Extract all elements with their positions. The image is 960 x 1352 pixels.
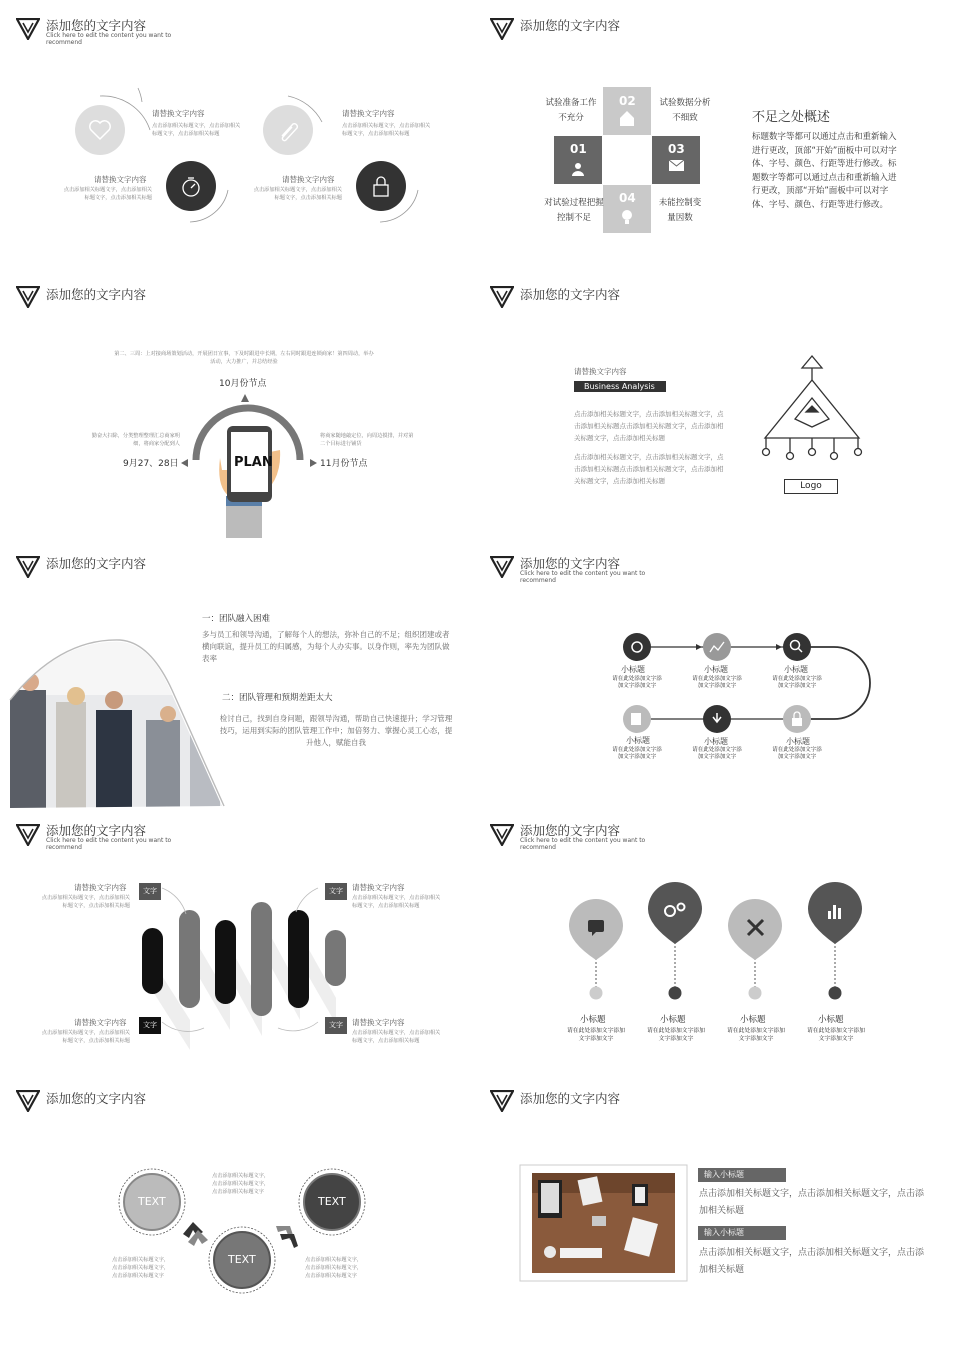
chat-icon bbox=[588, 920, 604, 932]
pin-desc: 请在此处添加文字添加文字添加文字 bbox=[567, 1028, 625, 1042]
sleeve bbox=[226, 504, 262, 538]
item-body: 点击添加相关标题文字，点击添加相关标题文字，点击添加相关标题 bbox=[41, 895, 130, 909]
gear-head-icon bbox=[623, 633, 651, 661]
summary-body: 标题数字等都可以通过点击和重新输入进行更改，顶部“开始”面板中可以对字体、字号、颜色、行距等进行修改。标题数字等都可以通过点击和重新输入进行更改，顶部“开始”面板中可以对字体、字号、颜色、行距等进行修改。 bbox=[752, 132, 897, 210]
slide-title: 添加您的文字内容 bbox=[46, 287, 147, 302]
chart-icon bbox=[703, 633, 731, 661]
slide-1 bbox=[0, 0, 480, 268]
note: 点击添加相关标题文字，点击添加相关标题文字，点击添加相关标题文字 bbox=[212, 1173, 270, 1195]
circle-text: TEXT bbox=[228, 1253, 256, 1266]
bar bbox=[215, 920, 236, 1004]
node-desc: 请在此处添加文字添加文字添加文字 bbox=[692, 676, 742, 689]
slide-title: 添加您的文字内容 bbox=[46, 1091, 147, 1106]
node-desc: 请在此处添加文字添加文字添加文字 bbox=[772, 676, 822, 689]
note: 点击添加相关标题文字，点击添加相关标题文字，点击添加相关标题文字 bbox=[112, 1257, 170, 1279]
logo-label: Logo bbox=[784, 479, 838, 494]
slide-title: 添加您的文字内容 bbox=[520, 556, 621, 571]
node-label: 小标题 bbox=[704, 737, 728, 746]
item-body: 点击添加相关标题文字，点击添加相关标题文字，点击添加相关标题 bbox=[342, 123, 431, 137]
slide-9 bbox=[0, 1080, 480, 1348]
item-body: 点击添加相关标题文字，点击添加相关标题文字，点击添加相关标题 bbox=[63, 187, 152, 201]
timer-circle bbox=[166, 161, 216, 211]
slide-4 bbox=[480, 270, 960, 538]
slide-7 bbox=[0, 810, 480, 1078]
triangle-logo-icon bbox=[763, 356, 862, 460]
tag: 文字 bbox=[139, 1017, 161, 1034]
slide-title: 添加您的文字内容 bbox=[46, 18, 147, 33]
slide-title: 添加您的文字内容 bbox=[520, 18, 621, 33]
label: 试验准备工作不充分 bbox=[545, 98, 597, 123]
slide-10 bbox=[480, 1080, 960, 1348]
up-arrow-icon bbox=[241, 394, 249, 402]
item-body: 点击添加相关标题文字，点击添加相关标题文字，点击添加相关标题 bbox=[352, 1030, 441, 1044]
top-note: 第二、三周：上对接商场策划活动，开展团日宣事，下及时跟进中长期，左右同时跟进连锁商家！第四周动，举办活动，大力推广，并总结经验 bbox=[114, 351, 374, 365]
right-arrow-icon bbox=[310, 459, 317, 467]
bar bbox=[325, 930, 346, 986]
subtitle-bar: 输入小标题 bbox=[698, 1226, 786, 1240]
left-label: 9月27、28日 bbox=[123, 459, 179, 469]
node-desc: 请在此处添加文字添加文字添加文字 bbox=[612, 676, 662, 689]
bar bbox=[179, 910, 200, 1008]
slide-subtitle: Click here to edit the content you want to recommend bbox=[520, 837, 646, 851]
desk-photo bbox=[532, 1173, 675, 1273]
slide-6 bbox=[480, 540, 960, 808]
paragraph: 点击添加相关标题文字，点击添加相关标题文字，点击添加相关标题点击添加相关标题文字，点击添加相关标题文字，点击添加相关标题 bbox=[574, 453, 724, 485]
user-icon bbox=[575, 163, 581, 169]
tag: 文字 bbox=[139, 883, 161, 900]
subtitle-body: 点击添加相关标题文字，点击添加相关标题文字，点击添加相关标题 bbox=[699, 1189, 925, 1216]
label: 未能控制变量因数 bbox=[658, 198, 702, 223]
item-body: 点击添加相关标题文字，点击添加相关标题文字，点击添加相关标题 bbox=[352, 895, 441, 909]
item-body: 点击添加相关标题文字，点击添加相关标题文字，点击添加相关标题 bbox=[41, 1030, 130, 1044]
item-title: 请替换文字内容 bbox=[152, 109, 205, 118]
circle-text: TEXT bbox=[318, 1195, 346, 1208]
heading-1: 一：团队融入困难 bbox=[202, 614, 271, 624]
summary-heading: 不足之处概述 bbox=[752, 110, 831, 125]
chevron-right-icon bbox=[183, 1222, 208, 1246]
slide-2 bbox=[480, 0, 960, 268]
slide-3 bbox=[0, 270, 480, 538]
circle-text: TEXT bbox=[138, 1195, 166, 1208]
right-label: 11月份节点 bbox=[320, 459, 368, 469]
pin-label: 小标题 bbox=[818, 1015, 844, 1025]
item-title: 请替换文字内容 bbox=[94, 175, 147, 184]
bar bbox=[288, 910, 309, 1008]
item-body: 点击添加相关标题文字，点击添加相关标题文字，点击添加相关标题 bbox=[253, 187, 342, 201]
paragraph: 点击添加相关标题文字，点击添加相关标题文字，点击添加相关标题点击添加相关标题文字，点击添加相关标题文字，点击添加相关标题 bbox=[574, 410, 724, 442]
bulb-icon bbox=[622, 210, 632, 220]
oct-label: 10月份节点 bbox=[219, 379, 267, 389]
item-title: 请替换文字内容 bbox=[342, 109, 395, 118]
right-note: 将商家随地敲定位，向周边摸排，并对第二个目标进行铺货 bbox=[320, 433, 414, 447]
pin-desc: 请在此处添加文字添加文字添加文字 bbox=[647, 1028, 705, 1042]
node-label: 小标题 bbox=[621, 665, 645, 674]
slide-subtitle: Click here to edit the content you want to recommend bbox=[520, 570, 646, 584]
note: 点击添加相关标题文字，点击添加相关标题文字，点击添加相关标题文字 bbox=[305, 1257, 363, 1279]
tag: 文字 bbox=[325, 1017, 347, 1034]
pin-desc: 请在此处添加文字添加文字添加文字 bbox=[727, 1028, 785, 1042]
slide-title: 添加您的文字内容 bbox=[520, 823, 621, 838]
tag: 文字 bbox=[325, 883, 347, 900]
subtitle-bar: 输入小标题 bbox=[698, 1168, 786, 1182]
item-body: 点击添加相关标题文字，点击添加相关标题文字，点击添加相关标题 bbox=[152, 123, 241, 137]
paragraph-1: 多与员工和领导沟通，了解每个人的想法，弥补自己的不足；组织团建或者横向联谊，提升员工的归属感，为每个人办实事。以身作则，率先为团队做表率 bbox=[202, 630, 450, 663]
subtitle-body: 点击添加相关标题文字，点击添加相关标题文字，点击添加相关标题 bbox=[699, 1248, 925, 1275]
pin-label: 小标题 bbox=[740, 1015, 766, 1025]
lock-circle bbox=[356, 161, 406, 211]
paragraph-2: 检讨自己，找到自身问题，跟领导沟通，帮助自己快速提升；学习管理技巧，运用到实际的团队管理工作中；加倍努力、掌握心灵工心态，提升他人，赋能自我 bbox=[219, 714, 453, 747]
slide-subtitle: Click here to edit the content you want to recommend bbox=[46, 837, 172, 851]
left-note: 勤奋大扫除，分类整理整理汇总商家明细，将商家分配到人 bbox=[91, 433, 180, 447]
plan-text: PLAN bbox=[234, 455, 273, 470]
node-label: 小标题 bbox=[786, 737, 810, 746]
node-desc: 请在此处添加文字添加文字添加文字 bbox=[612, 747, 662, 760]
pin-desc: 请在此处添加文字添加文字添加文字 bbox=[807, 1028, 865, 1042]
slide-title: 添加您的文字内容 bbox=[46, 823, 147, 838]
item-title: 请替换文字内容 bbox=[352, 1018, 405, 1027]
item-title: 请替换文字内容 bbox=[74, 1018, 127, 1027]
cell-number: 01 bbox=[570, 142, 587, 156]
pin-label: 小标题 bbox=[660, 1015, 686, 1025]
pin-label: 小标题 bbox=[580, 1015, 606, 1025]
item-title: 请替换文字内容 bbox=[282, 175, 335, 184]
cell-number: 03 bbox=[668, 142, 685, 156]
node-label: 小标题 bbox=[784, 665, 808, 674]
node-desc: 请在此处添加文字添加文字添加文字 bbox=[692, 747, 742, 760]
heading-2: 二：团队管理和预期差距太大 bbox=[222, 693, 333, 703]
slide-title: 添加您的文字内容 bbox=[46, 556, 147, 571]
left-arrow-icon bbox=[181, 459, 188, 467]
node-label: 小标题 bbox=[626, 736, 650, 745]
slide-title: 添加您的文字内容 bbox=[520, 1091, 621, 1106]
node-desc: 请在此处添加文字添加文字添加文字 bbox=[772, 747, 822, 760]
home-icon bbox=[620, 111, 634, 126]
heart-circle bbox=[75, 105, 125, 155]
chevron-left-icon bbox=[276, 1226, 298, 1248]
cell-number: 04 bbox=[619, 191, 636, 205]
section-label: 请替换文字内容 bbox=[574, 367, 627, 376]
node-label: 小标题 bbox=[704, 665, 728, 674]
label: 对试验过程把握控制不足 bbox=[544, 198, 604, 223]
bar bbox=[142, 928, 163, 994]
slide-title: 添加您的文字内容 bbox=[520, 287, 621, 302]
slide-subtitle: Click here to edit the content you want to recommend bbox=[46, 32, 172, 46]
slide-5 bbox=[0, 540, 480, 808]
cell-number: 02 bbox=[619, 94, 636, 108]
bar bbox=[251, 902, 272, 1016]
search-icon bbox=[783, 633, 811, 661]
label: 试验数据分析不细致 bbox=[659, 98, 711, 123]
item-title: 请替换文字内容 bbox=[352, 883, 405, 892]
item-title: 请替换文字内容 bbox=[74, 883, 127, 892]
analysis-badge: Business Analysis bbox=[574, 381, 666, 392]
slide-8 bbox=[480, 810, 960, 1078]
